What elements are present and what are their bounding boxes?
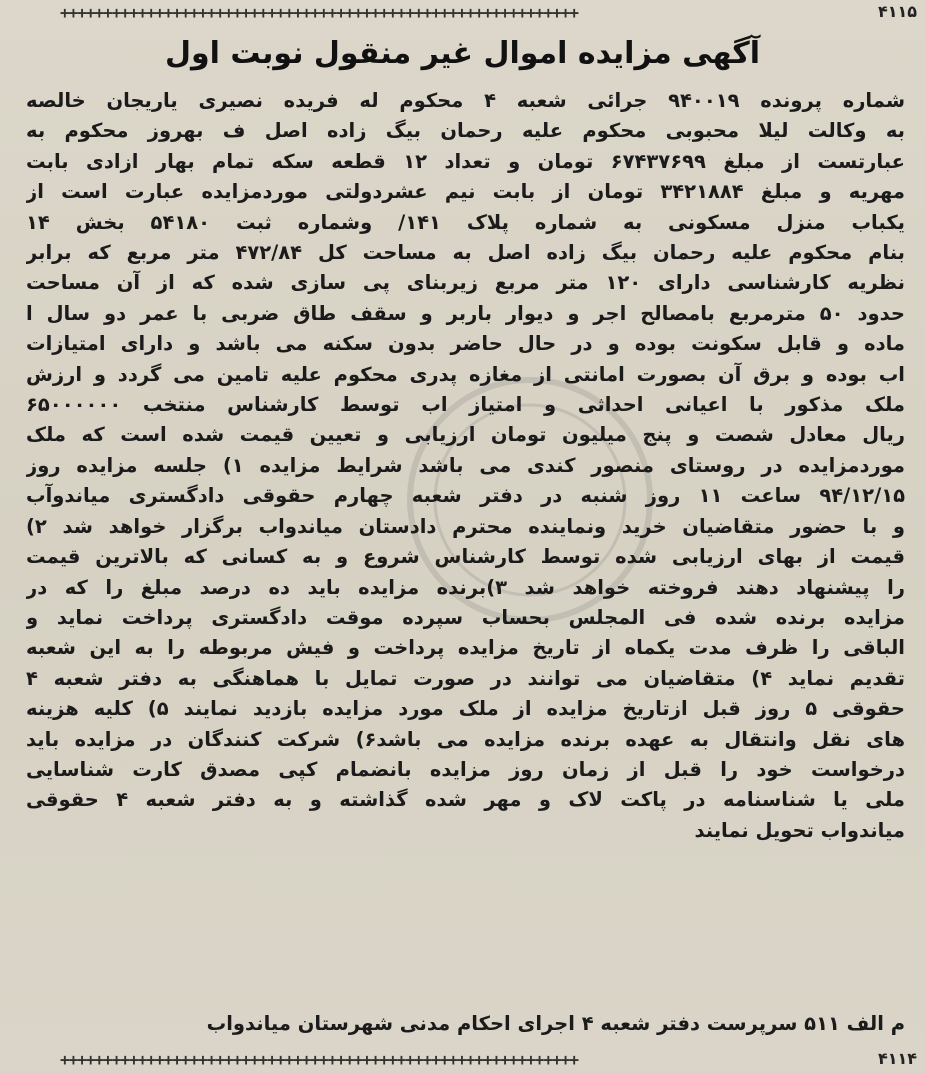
notice-title: آگهی مزایده اموال غیر منقول نوبت اول <box>164 36 761 71</box>
notice-line: های نقل وانتقال به عهده برنده مزایده می باشد۶) شرکت کنندگان در مزایده باید <box>26 727 905 751</box>
notice-line: ماده و قابل سکونت بوده و در حال حاضر بدون سکنه می باشد و دارای امتیازات <box>26 332 905 356</box>
notice-line: شماره پرونده ۹۴۰۰۱۹ جرائی شعبه ۴ محکوم له فریده نصیری یاریجان خالصه <box>26 89 905 112</box>
notice-line: مهریه و مبلغ ۳۴۲۱۸۸۴ تومان از بابت نیم عشردولتی موردمزایده عبارت است از <box>26 180 905 204</box>
notice-line: میاندواب تحویل نمایند <box>694 818 905 842</box>
notice-line: موردمزایده در روستای منصور کندی می باشد شرایط مزایده ۱) جلسه مزایده روز <box>26 453 905 477</box>
notice-line: ملک مذکور با اعیانی احداثی و امتیاز اب توسط کارشناس منتخب ۶۵۰۰۰۰۰۰ <box>26 393 905 417</box>
notice-body <box>26 86 905 846</box>
notice-line: مزایده برنده شده فی المجلس بحساب سپرده موقت دادگستری پرداخت نماید و <box>26 605 905 629</box>
notice-line: را پیشنهاد دهند فروخته خواهد شد ۳)برنده مزایده باید ده درصد مبلغ را که در <box>26 575 905 599</box>
notice-line: حدود ۵۰ مترمربع بامصالح اجر و دیوار باربر و سقف طاق ضربی با عمر دو سال ا <box>26 301 905 325</box>
notice-line: تقدیم نماید ۴) متقاضیان می توانند در صورت تمایل با هماهنگی به دفتر شعبه ۴ <box>26 666 905 690</box>
notice-line: یکباب منزل مسکونی به شماره پلاک ۱۴۱/ وشماره ثبت ۵۴۱۸۰ بخش ۱۴ <box>26 210 905 234</box>
notice-line: ریال معادل شصت و پنج میلیون تومان ارزیابی و تعیین قیمت شده است که ملک <box>26 423 905 447</box>
notice-line: ملی یا شناسنامه در پاکت لاک و مهر شده گذاشته و به دفتر شعبه ۴ حقوقی <box>26 788 905 812</box>
top-ad-code: ۴۱۱۵ <box>877 2 917 21</box>
notice-line: الباقی را ظرف مدت یکماه از تاریخ مزایده پرداخت و فیش مربوطه را به این شعبه <box>26 636 905 660</box>
top-divider: ++++++++++++++++++++++++++++++++++++++++++++++++++++++++++++ <box>60 5 578 21</box>
notice-line: عبارتست از مبلغ ۶۷۴۳۷۶۹۹ تومان و تعداد ۱۲ قطعه سکه تمام بهار ازادی بابت <box>26 149 905 173</box>
notice-line: و با حضور متقاضیان خرید ونماینده محترم دادستان میاندواب برگزار خواهد شد ۲) <box>26 514 905 538</box>
notice-line: حقوقی ۵ روز قبل ازتاریخ مزایده از ملک مورد مزایده بازدید نمایند ۵) کلیه هزینه <box>26 697 905 721</box>
notice-line: درخواست خود را قبل از زمان روز مزایده بانضمام کپی مصدق کارت شناسایی <box>26 757 905 781</box>
notice-line: ۹۴/۱۲/۱۵ ساعت ۱۱ روز شنبه در دفتر شعبه چهارم حقوقی دادگستری میاندوآب <box>26 484 905 508</box>
notice-signature: م الف ۵۱۱ سرپرست دفتر شعبه ۴ اجرای احکام مدنی شهرستان میاندواب <box>206 1012 905 1035</box>
notice-line: قیمت از بهای ارزیابی شده توسط کارشناس شروع و به کسانی که بالاترین قیمت <box>26 545 905 569</box>
notice-line: نظریه کارشناسی دارای ۱۲۰ متر مربع زیربنای پی سازی شده که از آن مساحت <box>26 271 905 295</box>
bottom-ad-code: ۴۱۱۴ <box>877 1049 917 1068</box>
notice-line: بنام محکوم علیه رحمان بیگ زاده اصل به مساحت کل ۴۷۲/۸۴ متر مربع که برابر <box>26 241 905 265</box>
notice-line: اب بوده و برق آن بصورت امانتی از مغازه پدری محکوم علیه تامین می گردد و ارزش <box>26 362 905 386</box>
notice-line: به وکالت لیلا محبوبی محکوم علیه رحمان بیگ زاده اصل ف بهروز محکوم به <box>26 119 905 143</box>
bottom-divider: ++++++++++++++++++++++++++++++++++++++++++++++++++++++++++++ <box>60 1052 578 1068</box>
